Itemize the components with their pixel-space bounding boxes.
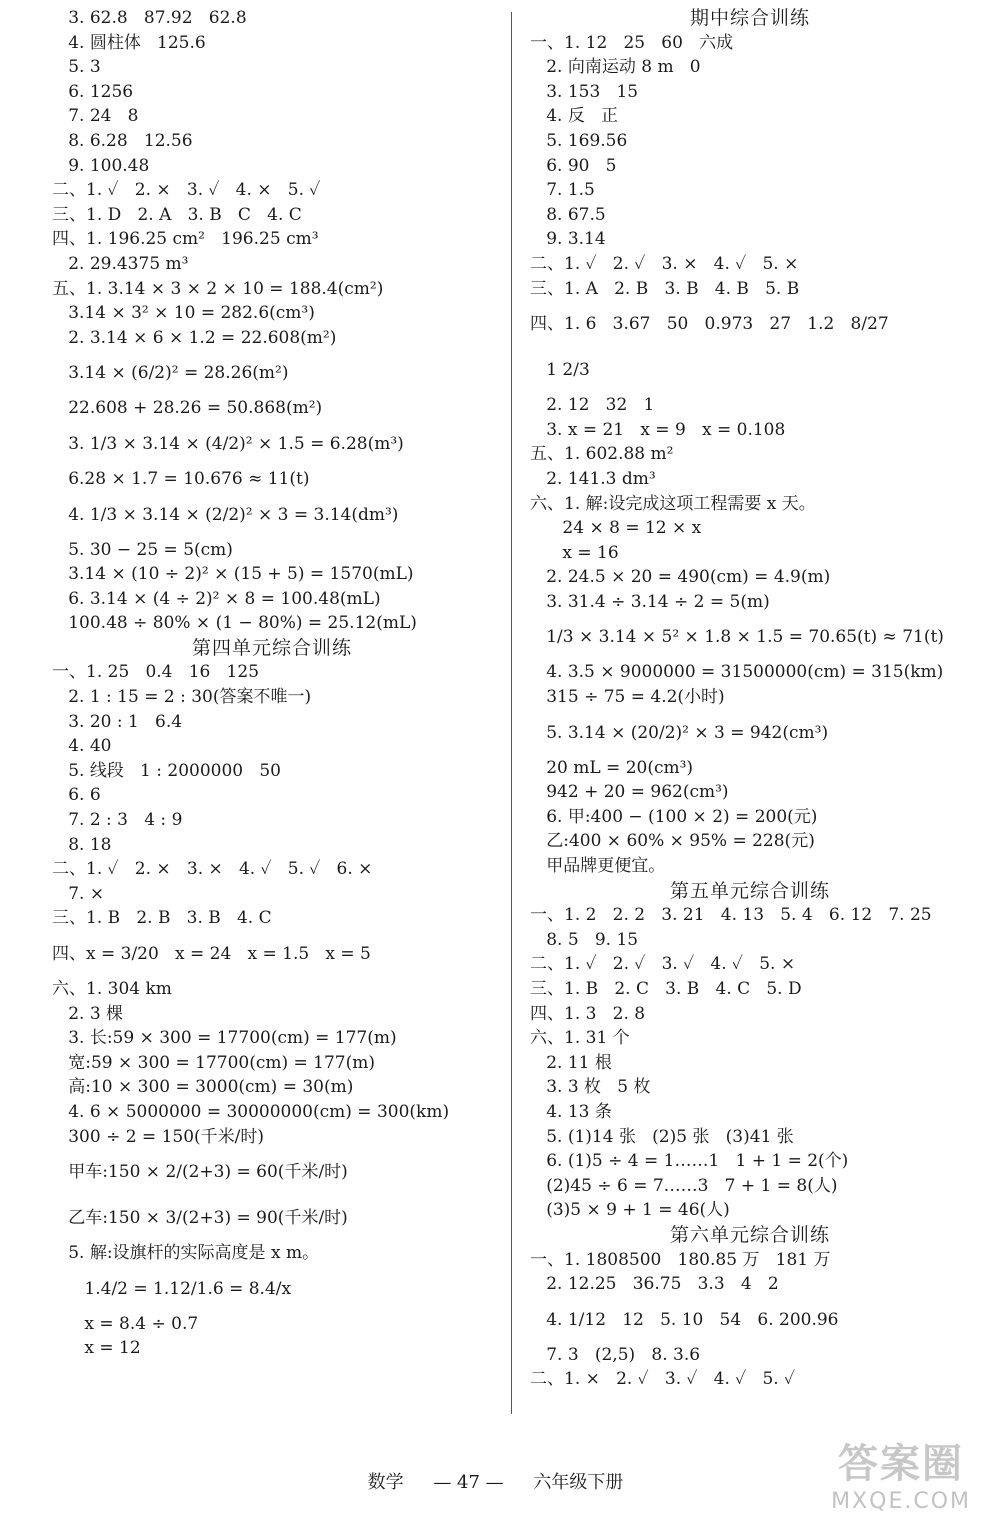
answer-line: 1.4/2 = 1.12/1.6 = 8.4/x [52, 1278, 292, 1299]
answer-line: (2)45 ÷ 6 = 7……3 7 + 1 = 8(人) [530, 1175, 838, 1196]
answer-line: 5. 线段 1 : 2000000 50 [52, 760, 281, 781]
section-title: 第六单元综合训练 [669, 1223, 830, 1246]
answer-line: 2. 1 : 15 = 2 : 30(答案不唯一) [52, 687, 312, 708]
answer-line: 7. 3 (2,5) 8. 3.6 [530, 1344, 701, 1365]
answer-line: 6. 3.14 × (4 ÷ 2)² × 8 = 100.48(mL) [52, 588, 381, 609]
answer-line: 6. 甲:400 − (100 × 2) = 200(元) [530, 806, 818, 827]
answer-line: 3. 153 15 [530, 81, 639, 102]
watermark-logo: 答案圈 [838, 1441, 965, 1487]
answer-line: x = 8.4 ÷ 0.7 [52, 1313, 199, 1334]
answer-line: 5. 3.14 × (20/2)² × 3 = 942(cm³) [530, 722, 829, 743]
answer-line: 22.608 + 28.26 = 50.868(m²) [52, 398, 323, 419]
answer-line: 二、1. × 2. ✓ 3. ✓ 4. ✓ 5. ✓ [530, 1369, 796, 1390]
section-title: 第五单元综合训练 [669, 879, 830, 902]
footer-grade: 六年级下册 [533, 1472, 624, 1493]
answer-line: 一、1. 2 2. 2 3. 21 4. 13 5. 4 6. 12 7. 25 [530, 905, 932, 926]
answer-line: 3. 31.4 ÷ 3.14 ÷ 2 = 5(m) [530, 591, 770, 612]
answer-line: 315 ÷ 75 = 4.2(小时) [530, 687, 725, 708]
answer-line: 300 ÷ 2 = 150(千米/时) [52, 1126, 265, 1147]
answer-line: 2. 12.25 36.75 3.3 4 2 [530, 1274, 779, 1295]
answer-line: 6. 6 [52, 785, 101, 806]
answer-line: 3. 3 枚 5 枚 [530, 1077, 651, 1098]
answer-line: 5. (1)14 张 (2)5 张 (3)41 张 [530, 1126, 794, 1147]
footer-subject: 数学 [367, 1472, 404, 1493]
answer-line: 8. 6.28 12.56 [52, 130, 193, 151]
answer-line: 7. 24 8 [52, 106, 139, 127]
answer-line: 3.14 × (6/2)² = 28.26(m²) [52, 363, 289, 384]
answer-line: 一、1. 12 25 60 六成 [530, 32, 734, 53]
section-title: 期中综合训练 [689, 7, 810, 29]
answer-line: 100.48 ÷ 80% × (1 − 80%) = 25.12(mL) [52, 613, 417, 634]
answer-line: 7. 1.5 [530, 180, 595, 201]
answer-line: 20 mL = 20(cm³) [530, 757, 694, 778]
answer-line: 6. (1)5 ÷ 4 = 1……1 1 + 1 = 2(个) [530, 1151, 849, 1172]
answer-line: 六、1. 31 个 [530, 1028, 630, 1049]
answer-line: 2. 24.5 × 20 = 490(cm) = 4.9(m) [530, 567, 831, 588]
column-divider [511, 12, 512, 1414]
answer-line: 六、1. 304 km [52, 979, 172, 999]
answer-line: 24 × 8 = 12 × x [530, 518, 702, 539]
answer-line: 乙:400 × 60% × 95% = 228(元) [530, 831, 815, 852]
answer-line: 3. x = 21 x = 9 x = 0.108 [530, 419, 786, 440]
section-title: 第四单元综合训练 [191, 636, 352, 659]
answer-line: x = 12 [52, 1338, 141, 1359]
answer-line: 乙车:150 × 3/(2+3) = 90(千米/时) [52, 1208, 348, 1229]
watermark-site: MXQE.COM [831, 1489, 971, 1514]
answer-line: 2. 11 根 [530, 1052, 612, 1073]
watermark [831, 1432, 971, 1514]
answer-line: 5. 30 − 25 = 5(cm) [52, 539, 233, 560]
answer-line: 二、1. ✓ 2. × 3. × 4. ✓ 5. ✓ 6. × [52, 859, 373, 880]
answer-line: 一、1. 1808500 180.85 万 181 万 [530, 1249, 831, 1270]
answer-line: 5. 解:设旗杆的实际高度是 x m。 [52, 1243, 320, 1264]
answer-line: 2. 12 32 1 [530, 395, 655, 416]
answer-line: 四、1. 6 3.67 50 0.973 27 1.2 8/27 [530, 314, 889, 335]
answer-line: 7. 2 : 3 4 : 9 [52, 810, 183, 831]
answer-line: 8. 18 [52, 834, 112, 855]
answer-line: 甲品牌更便宜。 [530, 856, 666, 877]
answer-line: (3)5 × 9 + 1 = 46(人) [530, 1200, 730, 1221]
answer-line: 8. 5 9. 15 [530, 929, 639, 950]
answer-line: 6.28 × 1.7 = 10.676 ≈ 11(t) [52, 468, 310, 489]
answer-line: 三、1. B 2. B 3. B 4. C [52, 908, 272, 929]
answer-line: 3. 长:59 × 300 = 17700(cm) = 177(m) [52, 1028, 397, 1049]
answer-line: 3.14 × (10 ÷ 2)² × (15 + 5) = 1570(mL) [52, 564, 414, 585]
answer-line: x = 16 [530, 542, 619, 563]
answer-line: 4. 40 [52, 736, 112, 757]
answer-line: 2. 3 棵 [52, 1003, 124, 1024]
answer-line: 2. 3.14 × 6 × 1.2 = 22.608(m²) [52, 327, 337, 348]
answer-line: 1/3 × 3.14 × 5² × 1.8 × 1.5 = 70.65(t) ≈ 71(t) [530, 627, 944, 648]
answer-line: 三、1. A 2. B 3. B 4. B 5. B [530, 278, 800, 299]
answer-line: 四、1. 3 2. 8 [530, 1003, 646, 1024]
answer-line: 宽:59 × 300 = 17700(cm) = 177(m) [52, 1052, 375, 1073]
answer-column-left [52, 6, 492, 1361]
answer-line: 1 2/3 [530, 360, 590, 381]
answer-line: 9. 100.48 [52, 155, 150, 176]
answer-line: 高:10 × 300 = 3000(cm) = 30(m) [52, 1077, 354, 1098]
answer-line: 4. 反 正 [530, 106, 619, 127]
answer-line: 五、1. 3.14 × 3 × 2 × 10 = 188.4(cm²) [52, 278, 384, 299]
answer-line: 4. 1/3 × 3.14 × (2/2)² × 3 = 3.14(dm³) [52, 504, 399, 525]
answer-line: 四、1. 196.25 cm² 196.25 cm³ [52, 229, 319, 250]
answer-line: 三、1. B 2. C 3. B 4. C 5. D [530, 979, 802, 999]
answer-line: 甲车:150 × 2/(2+3) = 60(千米/时) [52, 1162, 348, 1183]
answer-line: 3. 1/3 × 3.14 × (4/2)² × 1.5 = 6.28(m³) [52, 433, 404, 454]
answer-line: 8. 67.5 [530, 204, 606, 225]
answer-line: 4. 13 条 [530, 1101, 612, 1122]
answer-line: 2. 29.4375 m³ [52, 253, 189, 274]
answer-line: 三、1. D 2. A 3. B C 4. C [52, 204, 302, 225]
answer-line: 3.14 × 3² × 10 = 282.6(cm³) [52, 303, 315, 324]
footer-page-number: — 47 — [433, 1472, 504, 1493]
answer-line: 2. 向南运动 8 m 0 [530, 57, 701, 78]
answer-line: 6. 90 5 [530, 155, 617, 176]
answer-line: 3. 20 : 1 6.4 [52, 711, 183, 732]
answer-line: 4. 6 × 5000000 = 30000000(cm) = 300(km) [52, 1101, 450, 1122]
answer-line: 3. 62.8 87.92 62.8 [52, 8, 247, 28]
answer-line: 四、x = 3/20 x = 24 x = 1.5 x = 5 [52, 944, 371, 964]
answer-line: 5. 3 [52, 57, 101, 78]
answer-column-right [530, 6, 970, 1392]
answer-line: 4. 1/12 12 5. 10 54 6. 200.96 [530, 1309, 839, 1330]
answer-line: 五、1. 602.88 m² [530, 444, 674, 465]
answer-line: 六、1. 解:设完成这项工程需要 x 天。 [530, 493, 816, 514]
answer-line: 9. 3.14 [530, 229, 606, 250]
answer-line: 5. 169.56 [530, 130, 628, 151]
answer-line: 二、1. ✓ 2. ✓ 3. ✓ 4. ✓ 5. × [530, 954, 796, 975]
answer-line: 一、1. 25 0.4 16 125 [52, 662, 260, 683]
answer-line: 7. × [52, 883, 105, 904]
answer-line: 4. 圆柱体 125.6 [52, 32, 206, 53]
answer-line: 4. 3.5 × 9000000 = 31500000(cm) = 315(km) [530, 662, 944, 683]
answer-line: 6. 1256 [52, 81, 134, 102]
answer-line: 942 + 20 = 962(cm³) [530, 782, 729, 803]
answer-line: 2. 141.3 dm³ [530, 468, 656, 489]
answer-line: 二、1. ✓ 2. ✓ 3. × 4. ✓ 5. × [530, 253, 799, 274]
answer-line: 二、1. ✓ 2. × 3. ✓ 4. × 5. ✓ [52, 180, 321, 201]
